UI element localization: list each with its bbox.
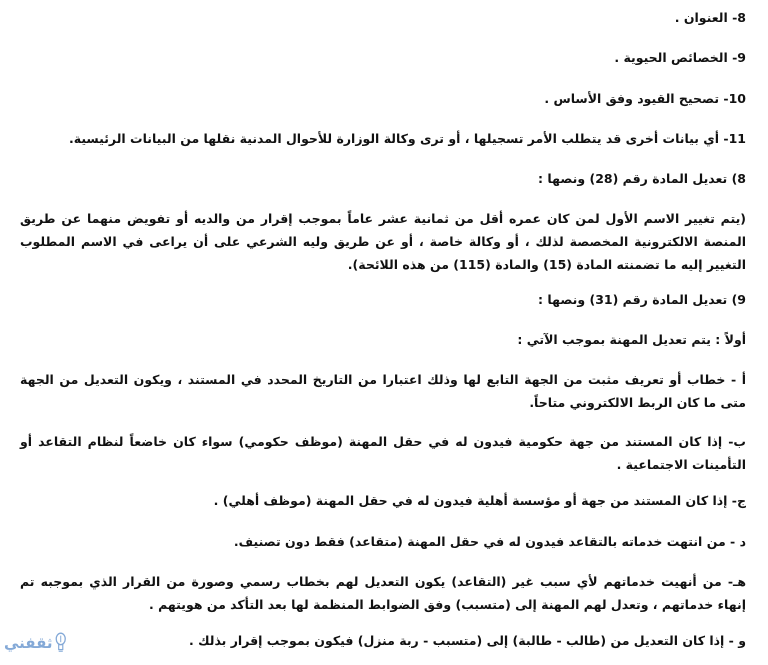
paragraph-clause-a: أ - خطاب أو تعريف مثبت من الجهة التابع لها وذلك اعتبارا من التاريخ المحدد في المستند ، ويكون التعديل من الجهة متى ما كان الربط الالكتروني متاحاً. xyxy=(20,372,746,410)
lightbulb-icon xyxy=(55,629,66,657)
paragraph-item-10-correction: 10- تصحيح القيود وفق الأساس . xyxy=(544,91,746,106)
paragraph-clause-c: ج- إذا كان المستند من جهة أو مؤسسة أهلية فيدون له في حقل المهنة (موظف أهلي) . xyxy=(213,493,746,508)
paragraph-clause-f: و - إذا كان التعديل من (طالب - طالبة) إلى (متسبب - ربة منزل) فيكون بموجب إقرار بذلك . xyxy=(189,633,746,648)
paragraph-item-11-other-data: 11- أي بيانات أخرى قد يتطلب الأمر تسجيلها ، أو ترى وكالة الوزارة للأحوال المدنية نقلها من البيانات الرئيسية. xyxy=(68,131,746,146)
watermark-logo xyxy=(4,623,66,663)
paragraph-item-8-address: 8- العنوان . xyxy=(674,10,746,25)
paragraph-first-intro: أولاً : يتم تعديل المهنة بموجب الآتي : xyxy=(517,332,746,347)
paragraph-clause-b: ب- إذا كان المستند من جهة حكومية فيدون له في حقل المهنة (موظف حكومي) سواء كان خاضعاً لنظام التقاعد أو التأمينات الاجتماعية . xyxy=(20,434,746,472)
heading-article-28: 8) تعديل المادة رقم (28) ونصها : xyxy=(538,171,746,186)
paragraph-clause-e: هـ- من أنهيت خدماتهم لأي سبب غير (التقاعد) يكون التعديل لهم بخطاب رسمي وصورة من القرار الذي بموجبه تم إنهاء خدماتهم ، وتعدل لهم المهنة إلى (متسبب) وفق الضوابط المنظمة لها بعد التأكد من هويتهم . xyxy=(20,574,746,612)
heading-article-31: 9) تعديل المادة رقم (31) ونصها : xyxy=(538,292,746,307)
watermark-text: ثقفني xyxy=(4,634,53,652)
paragraph-item-9-biometrics: 9- الخصائص الحيوية . xyxy=(614,50,746,65)
paragraph-article-28-text: (يتم تغيير الاسم الأول لمن كان عمره أقل من ثمانية عشر عاماً بموجب إقرار من والديه أو تفويض منهما عن طريق المنصة الالكترونية المخصصة لذلك ، أو وكالة خاصة ، أو عن طريق وليه الشرعي على أن يراعى في الاسم المطلوب التغيير إليه ما تضمنته المادة (15) والمادة (115) من هذه اللائحة). xyxy=(20,211,746,272)
paragraph-clause-d: د - من انتهت خدماته بالتقاعد فيدون له في حقل المهنة (متقاعد) فقط دون تصنيف. xyxy=(233,534,746,549)
